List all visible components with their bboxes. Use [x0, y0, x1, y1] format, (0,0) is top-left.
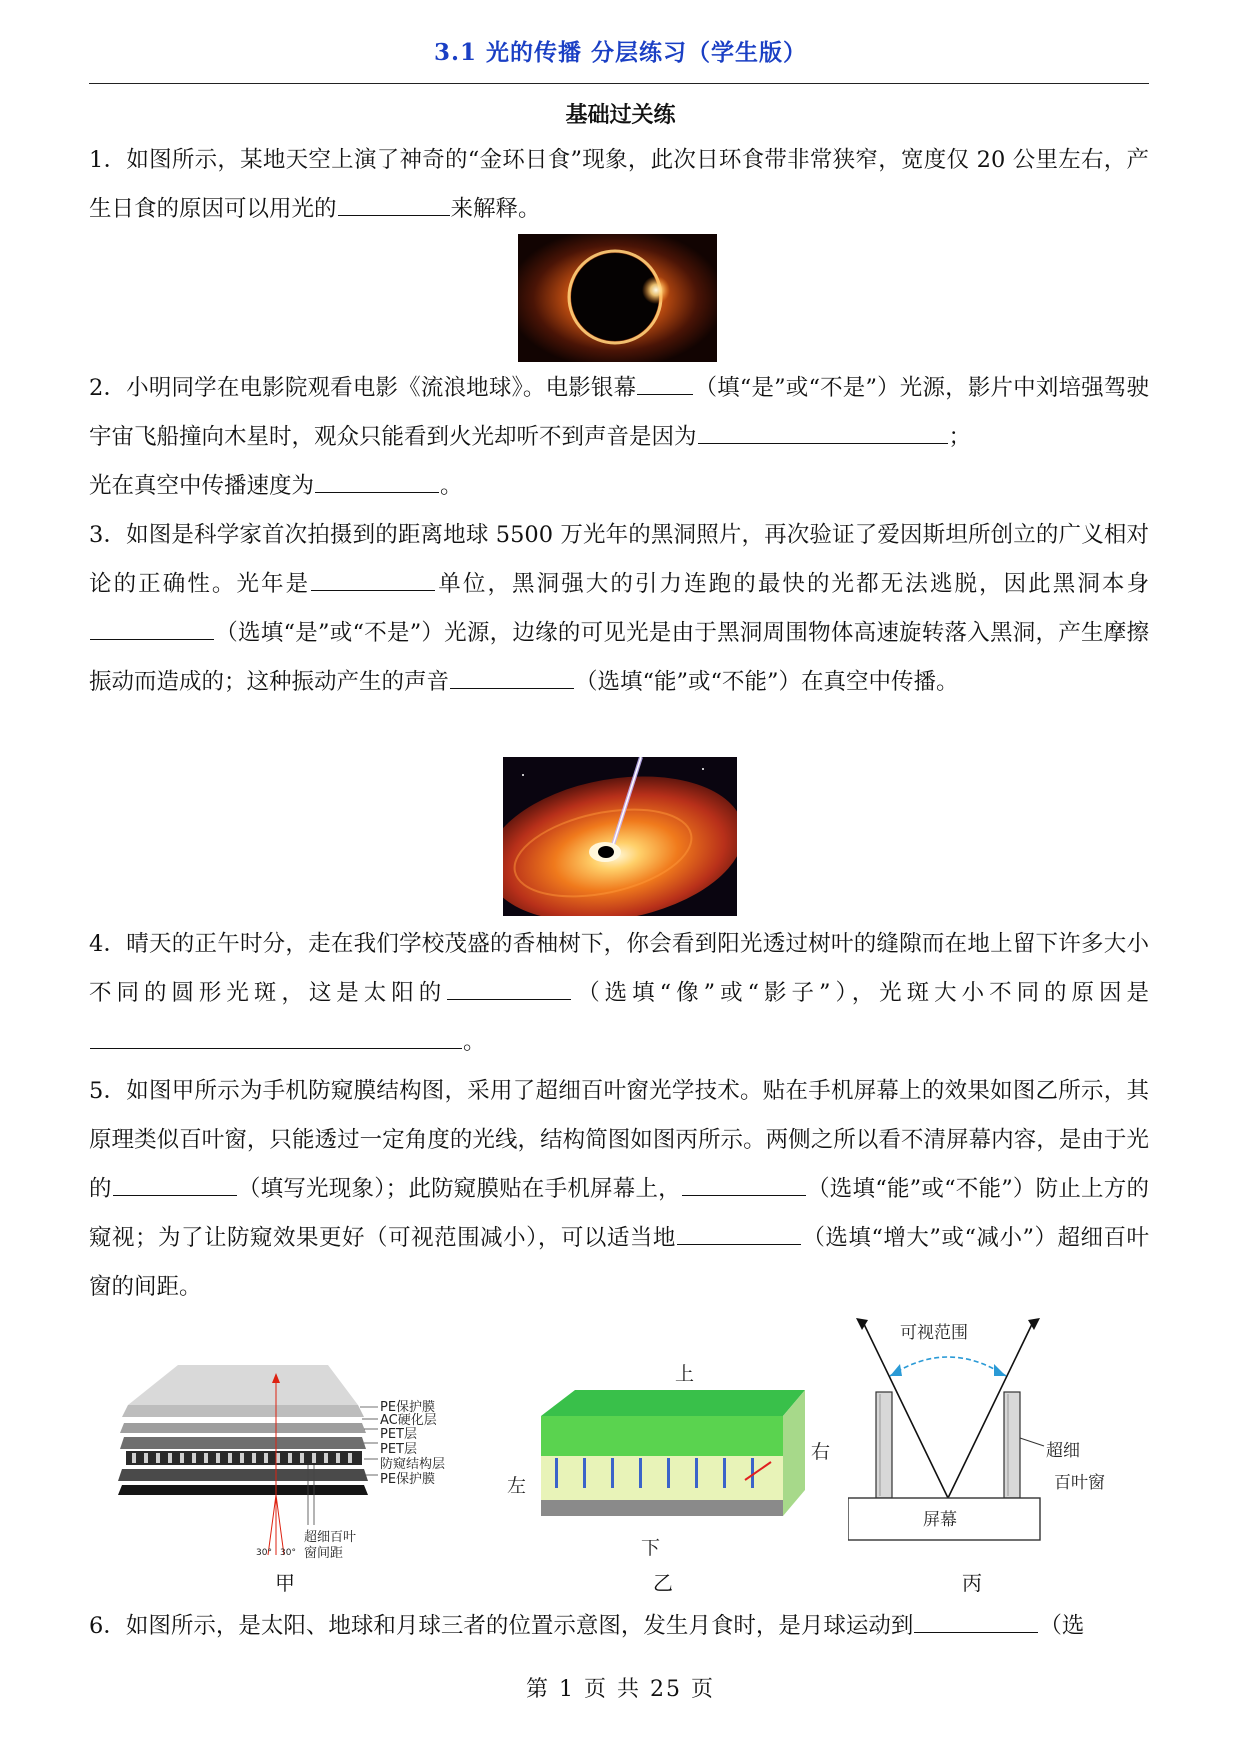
answer-blank[interactable]: [914, 1606, 1038, 1633]
answer-blank[interactable]: [677, 1218, 801, 1245]
question-2-text: ；: [948, 424, 972, 450]
label-louver: 超细: [1046, 1441, 1080, 1461]
layer-label: PE保护膜: [380, 1400, 436, 1415]
answer-blank[interactable]: [90, 613, 214, 640]
figure-yi-screen-effect: [505, 1358, 835, 1568]
page-footer: 第 1 页 共 25 页: [526, 1677, 715, 1702]
solar-eclipse-image: [518, 234, 717, 362]
section-title: 基础过关练: [565, 102, 676, 128]
question-2: [89, 364, 1149, 462]
question-6-text: 6．如图所示，是太阳、地球和月球三者的位置示意图，发生月食时，是月球运动到: [89, 1613, 914, 1639]
figure-jia-film-structure: [118, 1365, 490, 1565]
label-top: 上: [675, 1363, 695, 1385]
gap-label: 超细百叶: [304, 1530, 357, 1545]
layer-label: PE保护膜: [380, 1472, 436, 1487]
layer-label: AC硬化层: [380, 1413, 437, 1428]
question-5-text: （选填“能”或“不能”）防止上方的窥视；为了让防窥效果更好（可视范围减小），可以适当地: [89, 1176, 1149, 1251]
question-3-text: （选填“是”或“不是”）光源，边缘的可见光是由于黑洞周围物体高速旋转落入黑洞，产生摩擦振动而造成的；这种振动产生的声音: [89, 620, 1149, 695]
question-4: [89, 920, 1149, 1067]
gap-label: 窗间距: [304, 1546, 344, 1561]
answer-blank[interactable]: [315, 466, 439, 493]
label-left: 左: [507, 1475, 527, 1497]
question-3-text: 3．如图是科学家首次拍摄到的距离地球 5500 万光年的黑洞照片，再次验证了爱因斯坦所创立的广义相对论的正确性。光年是: [89, 522, 1149, 597]
label-bottom: 下: [641, 1537, 661, 1559]
figure-bing-louver-diagram: [848, 1318, 1128, 1568]
label-louver: 百叶窗: [1054, 1473, 1105, 1493]
question-1-text: 1．如图所示，某地天空上演了神奇的“金环日食”现象，此次日环食带非常狭窄，宽度仅 20 公里左右，产生日食的原因可以用光的: [89, 147, 1149, 222]
question-6-text: （选: [1039, 1613, 1085, 1639]
question-6: [89, 1602, 1149, 1651]
question-4-text: （选填“像”或“影子”），光斑大小不同的原因是: [572, 980, 1149, 1006]
layer-label: PET层: [380, 1427, 417, 1442]
answer-blank[interactable]: [637, 368, 693, 395]
answer-blank[interactable]: [113, 1169, 237, 1196]
question-3-text: （选填“能”或“不能”）在真空中传播。: [575, 669, 959, 695]
angle-label: 30°: [280, 1548, 296, 1558]
figure-caption-bing: 丙: [962, 1571, 982, 1595]
angle-label: 30°: [256, 1548, 272, 1558]
question-4-text: 。: [463, 1029, 486, 1055]
question-1-text-end: 来解释。: [450, 196, 541, 222]
question-4-text: 4．晴天的正午时分，走在我们学校茂盛的香柚树下，你会看到阳光透过树叶的缝隙而在地上留下许多大小不同的圆形光斑，这是太阳的: [89, 931, 1149, 1006]
question-1: [89, 136, 1149, 234]
question-2-line-3: 光在真空中传播速度为 。: [89, 462, 1149, 511]
answer-blank[interactable]: [450, 662, 574, 689]
question-5-text: 5．如图甲所示为手机防窥膜结构图，采用了超细百叶窗光学技术。贴在手机屏幕上的效果如图乙所示，其原理类似百叶窗，只能透过一定角度的光线，结构简图如图丙所示。两侧之所以看不清屏幕内容，是由于光的: [89, 1078, 1149, 1202]
answer-blank[interactable]: [311, 564, 435, 591]
black-hole-image: [503, 757, 737, 916]
question-3-text: 单位，黑洞强大的引力连跑的最快的光都无法逃脱，因此黑洞本身: [436, 571, 1149, 597]
page-header-title: 3.1 光的传播 分层练习（学生版）: [433, 39, 808, 66]
figure-caption-yi: 乙: [653, 1571, 673, 1595]
label-right: 右: [811, 1441, 831, 1463]
layer-label: PET层: [380, 1442, 417, 1457]
figure-caption-jia: 甲: [275, 1571, 295, 1595]
question-2-text: 2．小明同学在电影院观看电影《流浪地球》。电影银幕: [89, 375, 637, 401]
question-5-text: （填写光现象）；此防窥膜贴在手机屏幕上，: [237, 1176, 681, 1202]
header-divider: [89, 83, 1149, 84]
answer-blank[interactable]: [447, 973, 571, 1000]
answer-blank[interactable]: [698, 417, 948, 444]
question-5: [89, 1067, 1149, 1312]
question-5-text: （选填“增大”或“减小”）超细百叶窗的间距。: [89, 1225, 1149, 1300]
answer-blank[interactable]: [90, 1022, 462, 1049]
question-3: [89, 511, 1149, 707]
question-2-text: （填“是”或“不是”）光源，影片中刘培强驾驶宇宙飞船撞向木星时，观众只能看到火光却听不到声音是因为: [89, 375, 1149, 450]
layer-label: 防窥结构层: [380, 1457, 446, 1472]
label-visible-range: 可视范围: [900, 1323, 968, 1343]
answer-blank[interactable]: [338, 189, 450, 216]
answer-blank[interactable]: [682, 1169, 806, 1196]
label-screen: 屏幕: [923, 1510, 957, 1530]
